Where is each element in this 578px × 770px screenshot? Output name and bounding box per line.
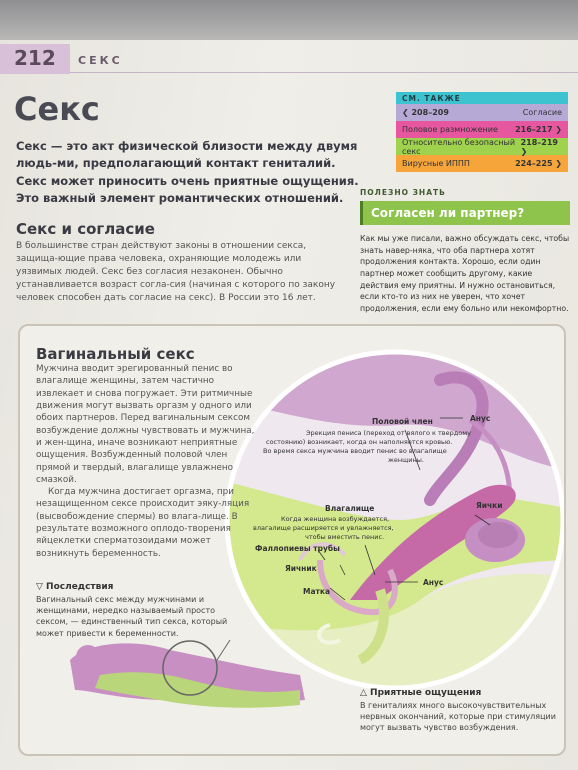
see-also-item-label: Согласие: [522, 108, 562, 117]
penis-text: Во время секса мужчина вводит пенис во влагалище: [263, 447, 447, 455]
penis-label: Половой член: [372, 417, 433, 426]
consent-paragraph: В большинстве стран действуют законы в отношении секса, защища-ющие права человека, охраняющие молодежь или уязвимых людей. Секс без согласия незаконен. Обычно устанавливается возраст согла-сия (начиная с которого по закону человек способен дать согласие на секс). В России это 16 лет.: [16, 241, 336, 304]
penis-text: женщины.: [388, 456, 424, 464]
consequences-title: ▽ Последствия: [36, 582, 114, 592]
feelings-note: [360, 688, 560, 734]
intro-paragraph: Секс — это акт физической близости между двумя людь-ми, предполагающий контакт гениталий. Секс может приносить очень приятные ощущения. Это важный элемент романтических отношений.: [16, 139, 359, 205]
vagina-text: чтобы вместить пенис.: [305, 533, 385, 541]
see-also-item-label: Половое размножение: [402, 125, 498, 134]
feelings-text: В гениталиях много высокочувствительных нервных окончаний, которые при стимуляции могут вызвать чувство возбуждения.: [360, 701, 556, 733]
fallopian-tubes-label: Фаллопиевы трубы: [255, 544, 340, 553]
vagina-text: влагалище расширяется и увлажняется,: [253, 524, 394, 532]
consequences-note: [36, 582, 236, 639]
useful-text: Как мы уже писали, важно обсуждать секс, чтобы знать навер-няка, что оба партнера хотят продолжения контакта. Хорошо, если один партнер может сообщить другому, какие действия ему приятны. И нужно остановиться, если кто-то из них не уверен, что хочет продолжения, если ему больно или некомфортно.: [360, 234, 570, 314]
see-also-item-pages: 216–217 ❯: [515, 125, 562, 134]
anus-label: Анус: [470, 414, 491, 423]
see-also-item-label: Вирусные ИППП: [402, 159, 470, 168]
section-name: СЕКС: [78, 54, 123, 67]
page-title: Секс: [14, 90, 100, 128]
ovary-label: Яичник: [285, 564, 317, 573]
see-also-item-label: Относительно безопасный секс: [402, 137, 516, 156]
see-also-item-pages: ❮ 208–209: [402, 108, 449, 117]
vaginal-sex-heading: Вагинальный секс: [36, 345, 195, 363]
useful-title: Согласен ли партнер?: [360, 201, 570, 225]
vaginal-sex-text: [36, 363, 258, 560]
see-also-item-pages: 218–219 ❯: [520, 137, 558, 156]
vaginal-sex-paragraph: Когда мужчина достигает оргазма, при незащищенном сексе происходит эяку-ляция (высвобождение спермы) во влага-лище. В результате возможного оплодо-творения яйцеклетки сперматозоидами может возникнуть беременность.: [36, 487, 250, 559]
testicles-label: Яички: [476, 501, 503, 510]
anus-label: Анус: [423, 578, 444, 587]
penis-text: Эрекция пениса (переход от вялого к твердому: [306, 429, 471, 437]
see-also-item-pages: 224–225 ❯: [515, 159, 562, 168]
vagina-label: Влагалище: [325, 504, 375, 513]
useful-label: ПОЛЕЗНО ЗНАТЬ: [360, 188, 446, 197]
penis-text: состоянию) возникает, когда он наполняется кровью.: [266, 438, 453, 446]
vaginal-sex-paragraph: Мужчина вводит эрегированный пенис во влагалище женщины, затем частично извлекает и снова погружает. Эти ритмичные движения могут вызвать оргазм у одного или обоих партнеров. Перед вагинальным сексом возбуждение должны чувствовать и мужчина, и жен-щина, иначе возникают неприятные ощущения. Возбужденный половой член прямой и твердый, влагалище увлажнено смазкой.: [36, 364, 255, 485]
consequences-text: Вагинальный секс между мужчинами и женщинами, нередко называемый просто сексом, — единственный тип секса, который может привести к беременности.: [36, 595, 228, 638]
page-number: 212: [14, 46, 56, 70]
consent-heading: Секс и согласие: [16, 220, 155, 238]
uterus-label: Матка: [303, 587, 331, 596]
see-also-heading: СМ. ТАКЖЕ: [396, 92, 568, 104]
feelings-title: △ Приятные ощущения: [360, 688, 482, 698]
vagina-text: Когда женщина возбуждается,: [281, 515, 390, 523]
